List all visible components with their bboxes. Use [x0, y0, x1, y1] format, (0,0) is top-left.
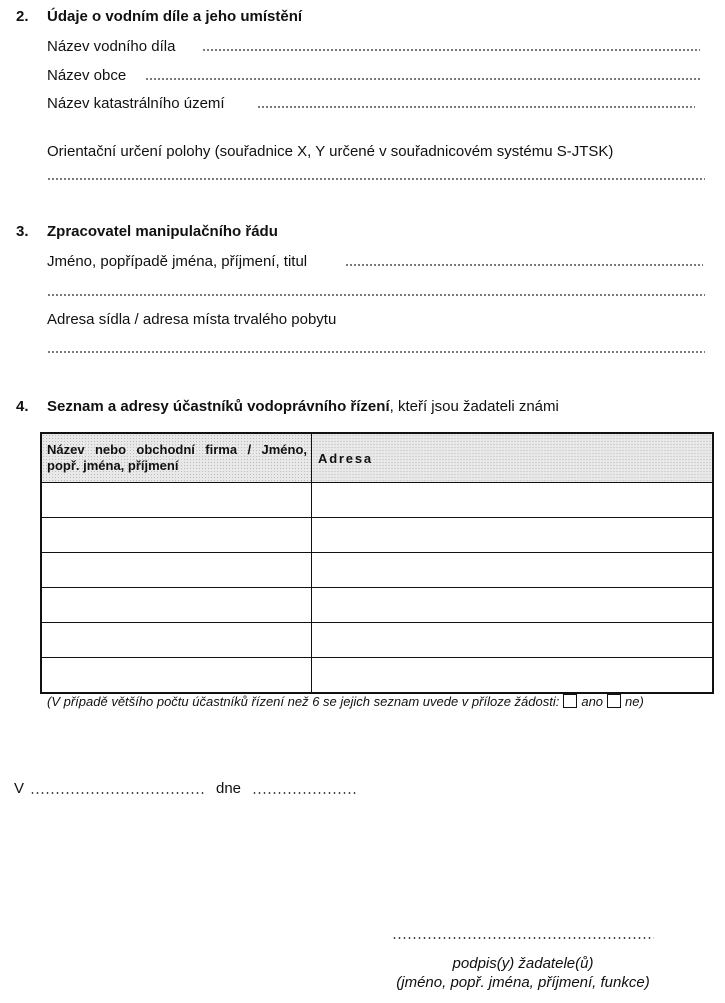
municipality-name-label: Název obce — [47, 67, 127, 84]
section-2-heading: Údaje o vodním díle a jeho umístění — [47, 8, 303, 25]
attachment-note-text: (V případě většího počtu účastníků řízení než 6 se jejich seznam uvede v příloze žádosti: — [47, 694, 560, 709]
participant-name-cell[interactable] — [41, 553, 312, 588]
processor-name-label: Jméno, popřípadě jména, příjmení, titul — [47, 253, 308, 270]
place-field[interactable] — [30, 791, 206, 795]
water-work-name-label: Název vodního díla — [47, 38, 176, 55]
table-row — [41, 553, 713, 588]
participant-name-cell[interactable] — [41, 623, 312, 658]
section-2-number: 2. — [16, 8, 29, 25]
header-name-column: Název nebo obchodní firma / Jméno, popř. jména, příjmení — [41, 433, 312, 483]
processor-address-field[interactable] — [47, 350, 705, 354]
participant-address-cell[interactable] — [312, 553, 714, 588]
participant-address-cell[interactable] — [312, 518, 714, 553]
participant-name-cell[interactable] — [41, 588, 312, 623]
table-row — [41, 518, 713, 553]
no-label: ne) — [625, 694, 644, 709]
yes-checkbox[interactable] — [563, 694, 577, 708]
location-field[interactable] — [47, 177, 705, 181]
participants-table-header — [41, 433, 713, 483]
place-prefix: V — [14, 780, 25, 797]
participant-name-cell[interactable] — [41, 483, 312, 518]
municipality-name-field[interactable] — [145, 77, 700, 81]
section-3-heading: Zpracovatel manipulačního řádu — [47, 223, 278, 240]
location-label: Orientační určení polohy (souřadnice X, Y určené v souřadnicovém systému S-JTSK) — [47, 143, 614, 160]
participant-address-cell[interactable] — [312, 483, 714, 518]
participant-address-cell[interactable] — [312, 658, 714, 694]
section-4-heading-rest: , kteří jsou žadateli známi — [389, 398, 559, 415]
processor-name-field[interactable] — [345, 263, 703, 267]
section-3-number: 3. — [16, 223, 29, 240]
date-field[interactable] — [252, 791, 358, 795]
cadastral-area-field[interactable] — [257, 105, 695, 109]
processor-name-field-line2[interactable] — [47, 293, 705, 297]
cadastral-area-label: Název katastrálního území — [47, 95, 225, 112]
signature-details: (jméno, popř. jména, příjmení, funkce) — [396, 974, 650, 991]
date-prefix: dne — [216, 780, 242, 797]
participants-table — [40, 432, 714, 694]
section-4-number: 4. — [16, 398, 29, 415]
signature-line[interactable] — [392, 936, 654, 940]
table-row — [41, 588, 713, 623]
section-4-heading-bold: Seznam a adresy účastníků vodoprávního řízení — [47, 398, 390, 415]
yes-label: ano — [581, 694, 604, 709]
processor-address-label: Adresa sídla / adresa místa trvalého pobytu — [47, 311, 337, 328]
header-address-column: Adresa — [312, 433, 714, 483]
table-row — [41, 483, 713, 518]
participant-name-cell[interactable] — [41, 518, 312, 553]
table-row — [41, 658, 713, 694]
water-work-name-field[interactable] — [202, 48, 700, 52]
table-row — [41, 623, 713, 658]
attachment-note — [47, 694, 644, 709]
participant-name-cell[interactable] — [41, 658, 312, 694]
participant-address-cell[interactable] — [312, 588, 714, 623]
signature-caption: podpis(y) žadatele(ů) — [452, 955, 594, 972]
no-checkbox[interactable] — [607, 694, 621, 708]
section-4-heading — [47, 398, 559, 415]
participant-address-cell[interactable] — [312, 623, 714, 658]
